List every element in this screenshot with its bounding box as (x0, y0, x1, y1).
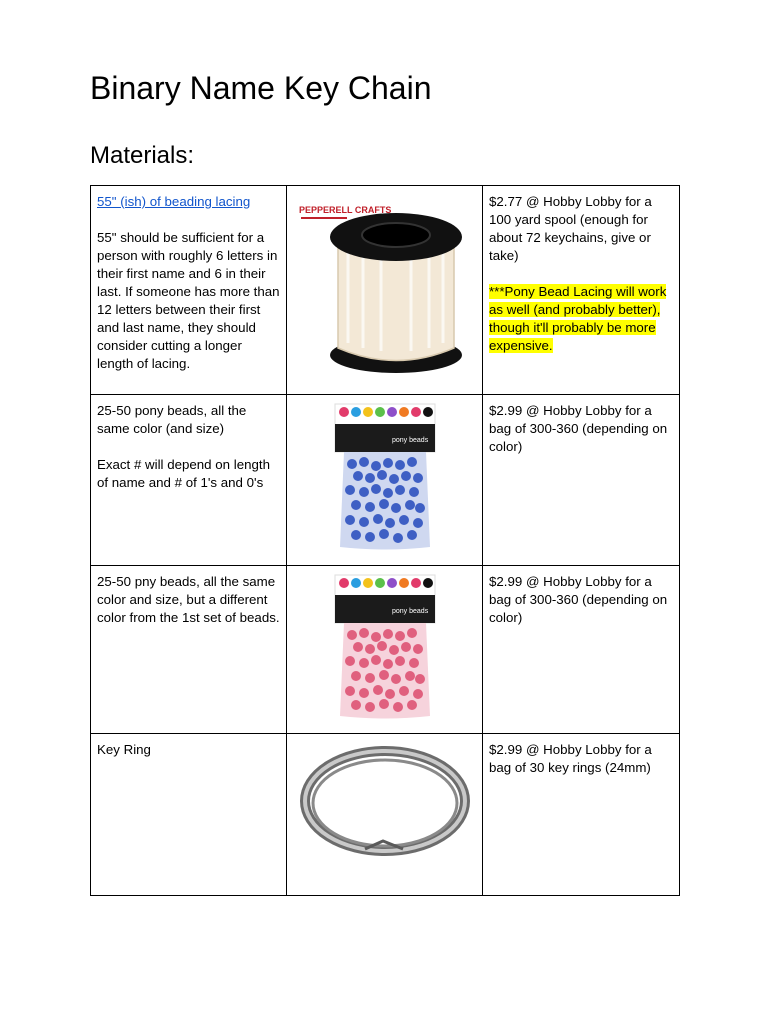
item-cell (91, 566, 287, 734)
package-label: pony beads (391, 608, 428, 615)
price-cell (483, 186, 680, 395)
price-cell (483, 566, 680, 734)
key-ring-icon (295, 741, 475, 861)
materials-table (90, 185, 680, 896)
price-cell (483, 734, 680, 896)
item-description: 25-50 pony beads, all the same color (and size) (97, 403, 247, 436)
package-label: pony beads (391, 437, 428, 444)
highlighted-note: ***Pony Bead Lacing will work as well (and probably better), though it'll probably be more expensive. (489, 284, 667, 353)
item-cell (91, 186, 287, 395)
price-text: $2.77 @ Hobby Lobby for a 100 yard spool (enough for about 72 keychains, give or take) (489, 194, 652, 263)
table-row (91, 566, 680, 734)
table-row (91, 186, 680, 395)
item-description: 55" should be sufficient for a person with roughly 6 letters in their first name and 6 in their last. If someone has more than 12 letters between their first and last name, they should consider cutting a longer length of lacing. (97, 230, 280, 371)
item-note: Exact # will depend on length of name and # of 1's and 0's (97, 457, 270, 490)
materials-heading: Materials: (90, 142, 195, 169)
table-row (91, 734, 680, 896)
image-cell (287, 186, 483, 395)
pink-pony-beads-icon (330, 573, 440, 719)
item-cell (91, 734, 287, 896)
price-text: $2.99 @ Hobby Lobby for a bag of 300-360 (depending on color) (489, 403, 668, 454)
beading-lacing-link[interactable]: 55" (ish) of beading lacing (97, 194, 251, 209)
price-text: $2.99 @ Hobby Lobby for a bag of 30 key rings (24mm) (489, 742, 652, 775)
page-title: Binary Name Key Chain (90, 70, 432, 106)
item-description: 25-50 pny beads, all the same color and size, but a different color from the 1st set of beads. (97, 574, 280, 625)
price-text: $2.99 @ Hobby Lobby for a bag of 300-360 (depending on color) (489, 574, 668, 625)
brand-logo: PEPPERELL CRAFTS (299, 205, 392, 215)
image-cell (287, 566, 483, 734)
table-row (91, 395, 680, 566)
price-cell (483, 395, 680, 566)
blue-pony-beads-icon (330, 402, 440, 550)
image-cell (287, 734, 483, 896)
image-cell (287, 395, 483, 566)
item-description: Key Ring (97, 742, 151, 757)
item-cell (91, 395, 287, 566)
lacing-spool-icon (293, 193, 483, 383)
